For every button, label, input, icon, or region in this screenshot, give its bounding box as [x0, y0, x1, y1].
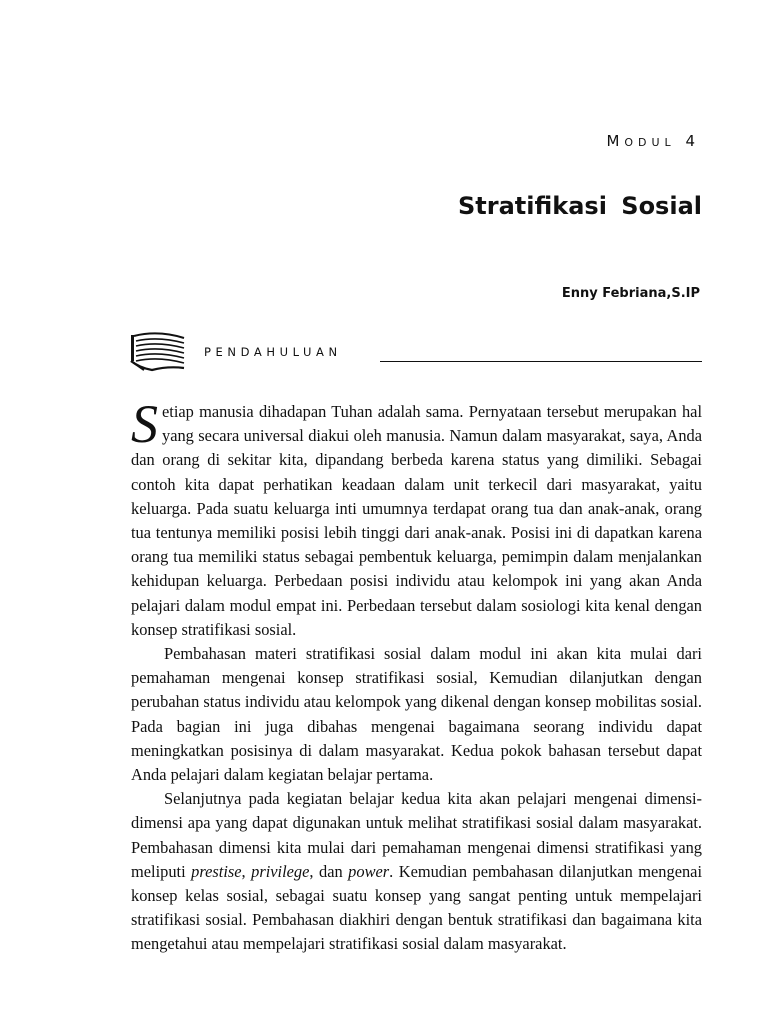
section-title: PENDAHULUAN — [204, 345, 342, 359]
section-divider — [380, 361, 702, 362]
paragraph — [131, 787, 702, 956]
paragraph — [131, 394, 702, 642]
term-prestise: prestise — [191, 861, 242, 881]
drop-cap: S — [131, 394, 158, 454]
paragraph-text: Pembahasan materi stratifikasi sosial dalam modul ini akan kita mulai dari pemahaman mengenai konsep stratifikasi sosial, Kemudian dilanjutkan dengan perubahan status individu atau kelompok yang dikenal dengan konsep mobilitas sosial. Pada bagian ini juga dibahas mengenai bagaimana seorang individu dapat meningkatkan posisinya di dalam masyarakat. Kedua pokok bahasan tersebut dapat Anda pelajari dalam kegiatan belajar pertama. — [131, 644, 702, 785]
page-title: Stratifikasi Sosial — [457, 192, 702, 220]
scroll-icon — [130, 332, 186, 372]
separator: , — [241, 861, 252, 881]
author-name: Enny Febriana,S.IP — [561, 286, 700, 301]
paragraph-text: Selanjutnya pada kegiatan belajar kedua kita akan pelajari mengenai dimensi-dimensi apa yang dapat digunakan untuk melihat stratifikasi sosial dalam masyarakat. Pembahasan dimensi kita mulai dari pemahaman mengenai dimensi stratifikasi yang meliputi — [131, 789, 702, 881]
body-text — [131, 394, 702, 957]
paragraph-text: etiap manusia dihadapan Tuhan adalah sama. Pernyataan tersebut merupakan hal yang secara universal diakui oleh manusia. Namun dalam masyarakat, saya, Anda dan orang di sekitar kita, dipandang berbeda karena status yang dimiliki. Sebagai contoh kita dapat perhatikan keadaan dalam unit terkecil dari masyarakat, yaitu keluarga. Pada suatu keluarga inti umumnya terdapat orang tua dan anak-anak, orang tua tentunya memiliki posisi lebih tinggi dari anak-anak. Posisi ini di dapatkan karena orang tua memiliki status sebagai pembentuk keluarga, pemimpin dalam menjalankan kehidupan keluarga. Perbedaan posisi individu atau kelompok ini yang akan Anda pelajari dalam modul empat ini. Perbedaan tersebut dalam sosiologi kita kenal dengan konsep stratifikasi sosial. — [131, 402, 702, 639]
term-privilege: privilege — [251, 861, 310, 881]
module-label: Modul 4 — [606, 132, 700, 150]
paragraph-text: . Kemudian pembahasan dilanjutkan mengenai konsep kelas sosial, sebagai suatu konsep yang sangat penting untuk mempelajari stratifikasi sosial. Pembahasan diakhiri dengan bentuk stratifikasi dan bagaimana kita mengetahui atau mempelajari stratifikasi sosial dalam masyarakat. — [131, 861, 702, 954]
paragraph — [131, 642, 702, 787]
term-power: power — [348, 861, 390, 881]
section-header — [130, 332, 702, 372]
separator: , dan — [309, 861, 349, 881]
